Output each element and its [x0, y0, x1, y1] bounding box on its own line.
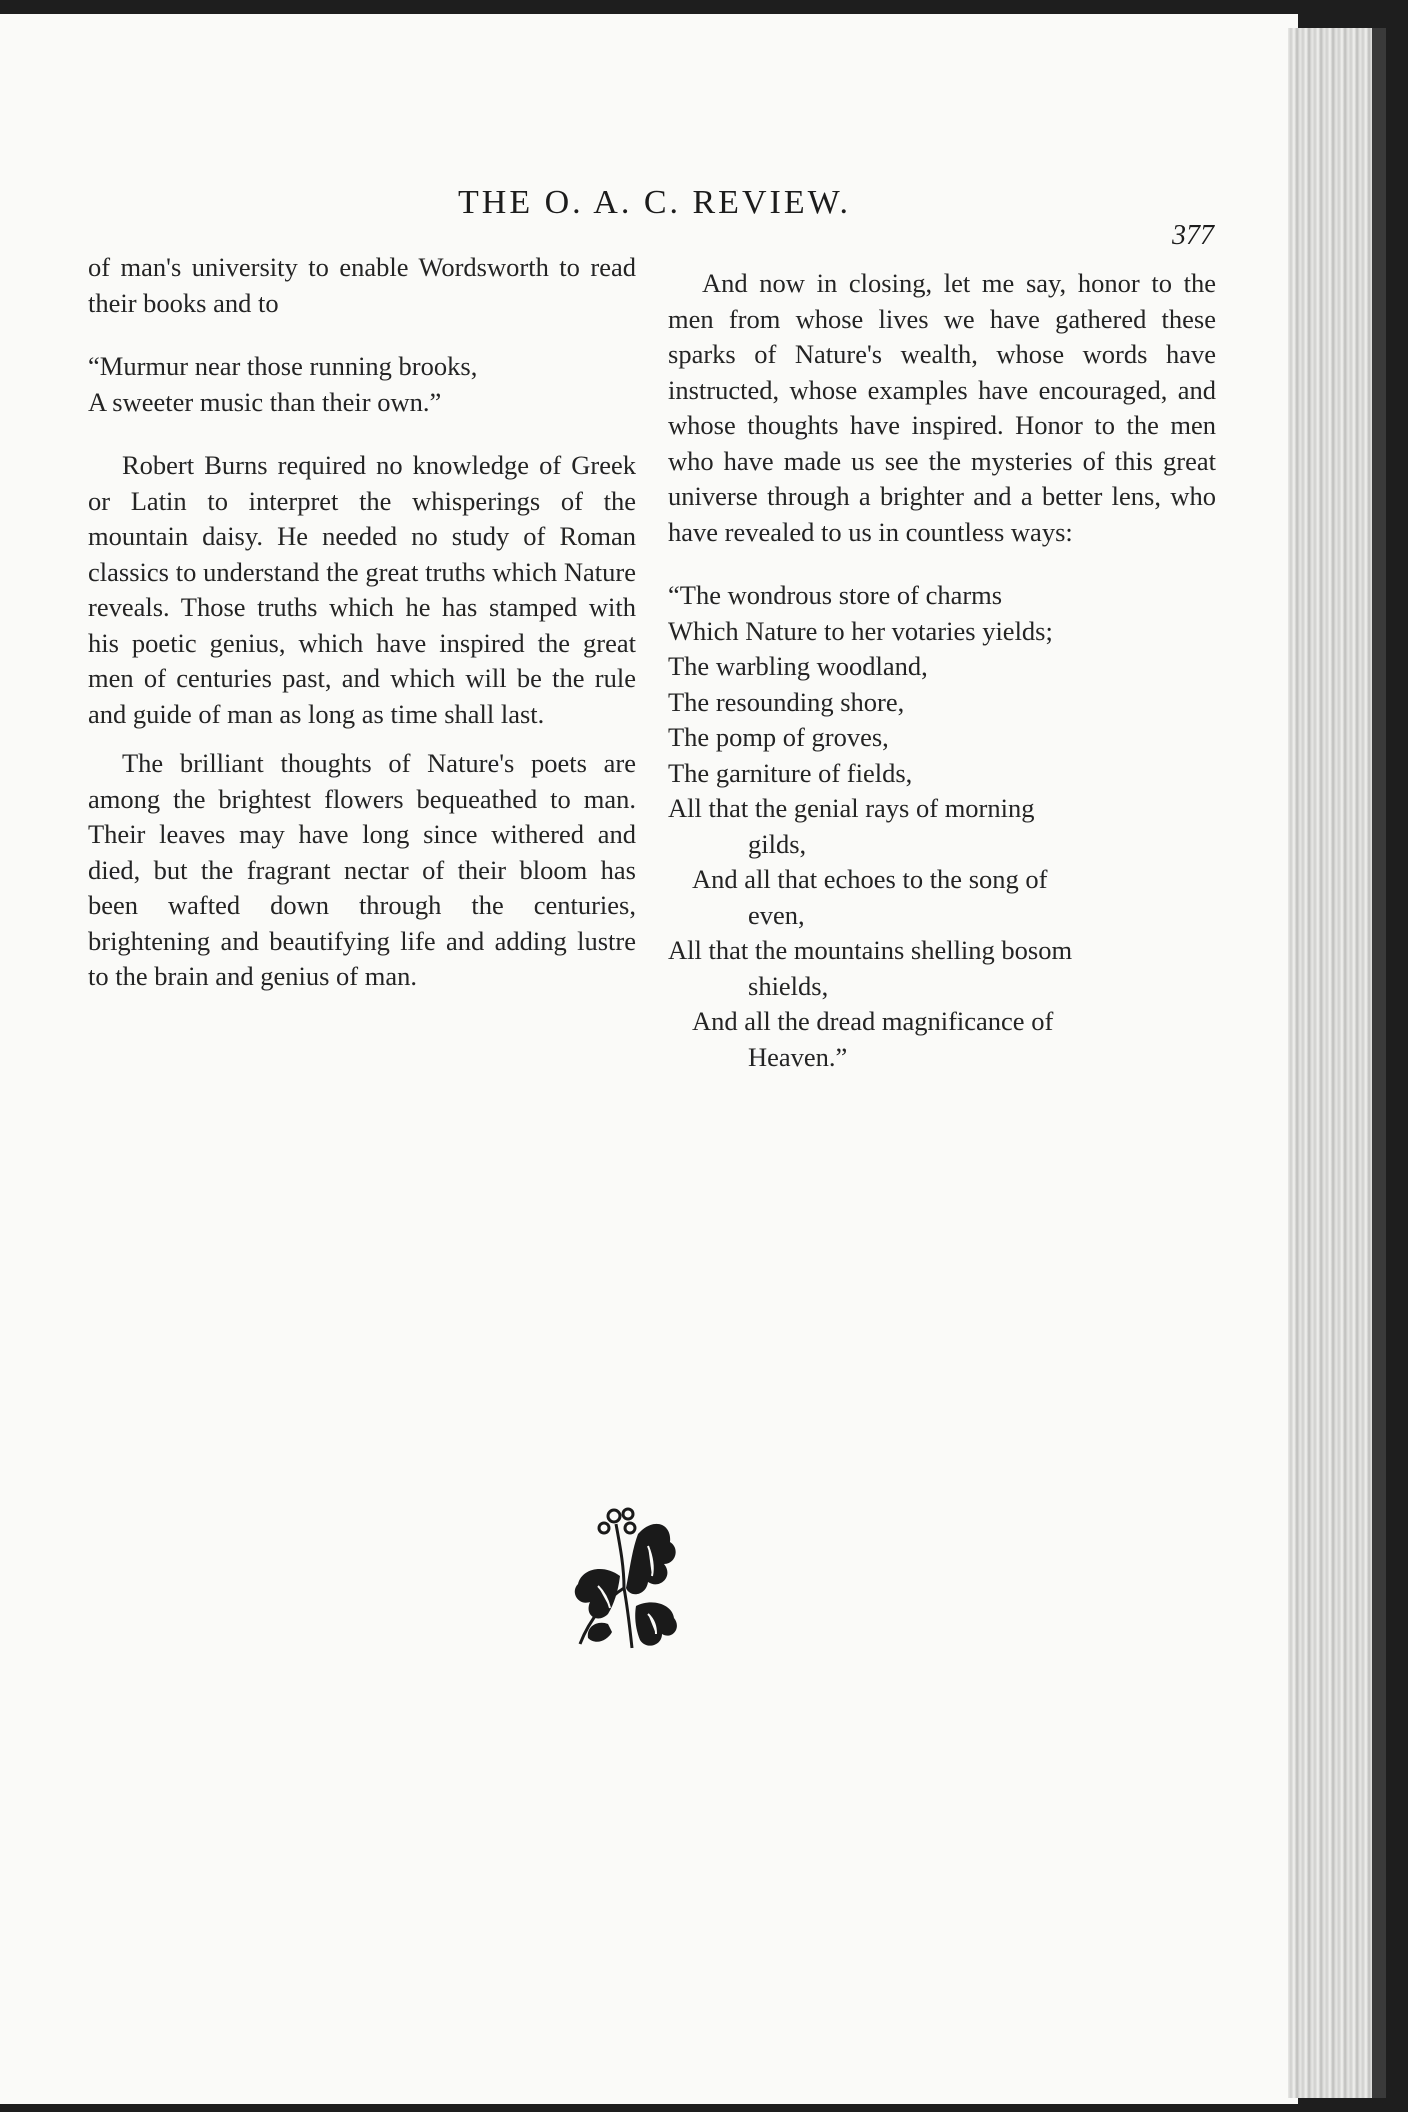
poem-line-turnover: even, [748, 899, 805, 930]
running-title: THE O. A. C. REVIEW. [458, 184, 852, 221]
paragraph-thoughts: The brilliant thoughts of Nature's poets are among the brightest flowers bequeathed to man. Their leaves may have long since withered and died, but the fragrant nectar of their bloom has been wafted down through the centuries, brightening and beautifying life and adding lustre to the brain and genius of man. [88, 748, 636, 991]
poem-line: And all the dread magnificance of [692, 1006, 1054, 1036]
poem-line: Which Nature to her votaries yields; [668, 615, 1053, 646]
poem-line: The resounding shore, [668, 686, 905, 717]
poem [668, 578, 1216, 1075]
quotation [88, 349, 636, 420]
page-block-edges [1288, 28, 1376, 2098]
poem-line: “The wondrous store of charms [668, 580, 1003, 610]
paragraph-burns: Robert Burns required no knowledge of Greek or Latin to interpret the whisperings of the mountain daisy. He needed no study of Roman classics to understand the great truths which Nature reveals. Those truths which he has stamped with his poetic genius, which have inspired the great men of centuries past, and which will be the rule and guide of man as long as time shall last. [88, 450, 636, 729]
poem-line: The pomp of groves, [668, 722, 889, 752]
poem-line: The garniture of fields, [668, 757, 913, 788]
quote-line: A sweeter music than their own.” [88, 386, 442, 417]
poem-line-turnover: shields, [748, 970, 829, 1001]
page-number: 377 [1172, 220, 1214, 251]
right-column [668, 266, 1216, 1075]
poem-line: All that the mountains shelling bosom [668, 935, 1073, 965]
left-column [88, 250, 636, 995]
poem-line: All that the genial rays of morning [668, 793, 1035, 823]
poem-line: The warbling woodland, [668, 651, 928, 681]
poem-line-turnover: Heaven.” [748, 1041, 848, 1072]
closing-paragraph: And now in closing, let me say, honor to the men from whose lives we have gathered these sparks of Nature's wealth, whose words have instructed, whose examples have encouraged, and whose thoughts have inspired. Honor to the men who have made us see the mysteries of this great universe through a brighter and a better lens, who have revealed to us in countless ways: [668, 268, 1216, 547]
poem-line-turnover: gilds, [748, 828, 807, 859]
quote-line: “Murmur near those running brooks, [88, 351, 478, 381]
floral-tailpiece-icon [568, 1506, 684, 1652]
intro-paragraph: of man's university to enable Wordsworth to read their books and to [88, 252, 636, 318]
poem-line: And all that echoes to the song of [692, 864, 1048, 894]
book-page [0, 14, 1298, 2104]
